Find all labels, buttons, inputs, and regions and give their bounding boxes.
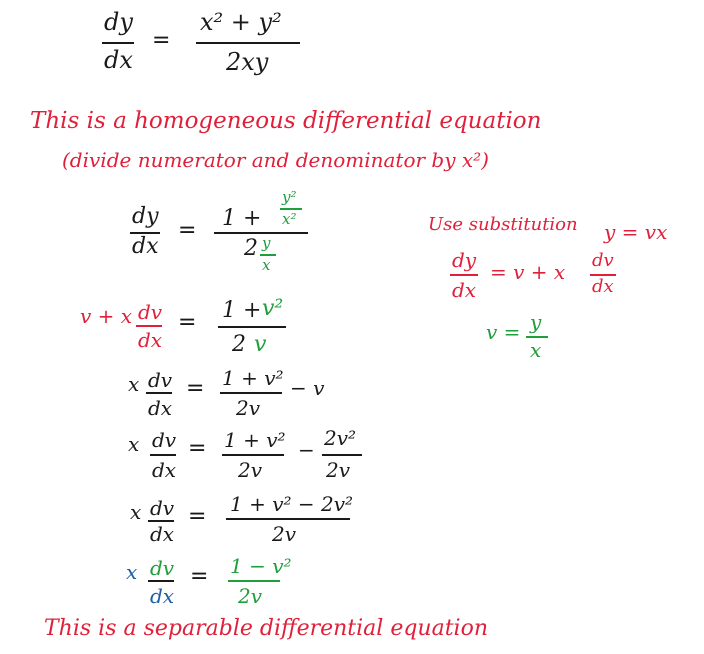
eq5-a-bar bbox=[222, 454, 284, 456]
eq4-lhs-bar bbox=[146, 392, 172, 394]
eq2-rhs-bar bbox=[214, 232, 308, 234]
eq3-equals: = bbox=[178, 310, 197, 335]
note-separable: This is a separable differential equation bbox=[44, 616, 488, 641]
eq3-rhs-num-v: v² bbox=[262, 296, 284, 321]
eq1-lhs-bar bbox=[102, 42, 134, 44]
eq5-lhs-bar bbox=[150, 454, 176, 456]
eq1-lhs-num: dy bbox=[104, 8, 133, 36]
eq7-lhs-a: x bbox=[126, 560, 138, 584]
sub-dv-den: dx bbox=[592, 276, 614, 297]
eq6-rhs-bar bbox=[226, 518, 350, 520]
sub-v-den: x bbox=[530, 338, 542, 362]
eq1-rhs-den: 2xy bbox=[226, 48, 269, 76]
sub-d-den: dx bbox=[452, 278, 477, 302]
eq6-rhs-den: 2v bbox=[272, 522, 297, 546]
eq6-lhs-den: dx bbox=[150, 522, 175, 546]
eq4-equals: = bbox=[186, 376, 205, 401]
eq7-lhs-den: dx bbox=[150, 584, 175, 608]
sub-d-bar bbox=[450, 274, 478, 276]
note-divide: (divide numerator and denominator by x²) bbox=[62, 148, 489, 172]
eq5-b-den: 2v bbox=[326, 458, 351, 482]
eq2-lhs-num: dy bbox=[132, 204, 159, 229]
eq2-num-a: 1 + bbox=[222, 206, 262, 231]
eq1-rhs-bar bbox=[196, 42, 300, 44]
eq7-rhs-num: 1 − v² bbox=[230, 554, 292, 578]
eq7-rhs-bar bbox=[228, 580, 280, 582]
sub-label: Use substitution bbox=[428, 214, 578, 235]
eq2-den-a: 2 bbox=[244, 236, 258, 261]
eq7-lhs-bar bbox=[148, 580, 174, 582]
sub-dv-num: dv bbox=[592, 250, 614, 271]
eq3-rhs-bar bbox=[218, 326, 286, 328]
eq2-equals: = bbox=[178, 218, 197, 243]
eq6-lhs-a: x bbox=[130, 500, 142, 524]
eq2-den-frac-num: y bbox=[262, 234, 271, 252]
eq1-equals: = bbox=[152, 28, 171, 53]
eq4-rhs-bar bbox=[220, 392, 282, 394]
eq5-a-num: 1 + v² bbox=[224, 428, 286, 452]
eq3-lhs-num: dv bbox=[138, 300, 163, 324]
note-homogeneous: This is a homogeneous differential equation bbox=[30, 108, 542, 134]
eq3-rhs-den-a: 2 bbox=[232, 332, 246, 357]
eq4-lhs-den: dx bbox=[148, 396, 173, 420]
eq6-equals: = bbox=[188, 504, 207, 529]
eq3-lhs-a: v + x bbox=[80, 304, 133, 328]
eq2-num-frac-den: x² bbox=[282, 210, 297, 228]
eq1-rhs-num: x² + y² bbox=[200, 8, 282, 36]
eq4-lhs-a: x bbox=[128, 372, 140, 396]
eq5-lhs-den: dx bbox=[152, 458, 177, 482]
eq3-lhs-bar bbox=[136, 325, 162, 327]
eq6-lhs-num: dv bbox=[150, 496, 175, 520]
eq3-lhs-den: dx bbox=[138, 328, 163, 352]
eq2-den-frac-den: x bbox=[262, 256, 271, 274]
eq3-rhs-num-a: 1 + bbox=[222, 298, 262, 323]
eq3-rhs-den-v: v bbox=[254, 332, 267, 357]
eq5-b-bar bbox=[322, 454, 362, 456]
eq4-rhs-num: 1 + v² bbox=[222, 366, 284, 390]
eq4-lhs-num: dv bbox=[148, 368, 173, 392]
eq1-lhs-den: dx bbox=[104, 46, 133, 74]
sub-d-rhs: = v + x bbox=[490, 260, 566, 284]
eq7-rhs-den: 2v bbox=[238, 584, 263, 608]
eq5-lhs-num: dv bbox=[152, 428, 177, 452]
eq5-equals: = bbox=[188, 436, 207, 461]
eq2-num-frac-num: y² bbox=[282, 188, 297, 206]
eq7-lhs-num: dv bbox=[150, 556, 175, 580]
eq7-equals: = bbox=[190, 564, 209, 589]
sub-expr: y = vx bbox=[604, 220, 668, 244]
eq5-minus: − bbox=[298, 438, 315, 462]
eq4-rhs-den: 2v bbox=[236, 396, 261, 420]
eq4-rhs-tail: − v bbox=[290, 376, 325, 400]
eq5-a-den: 2v bbox=[238, 458, 263, 482]
eq5-b-num: 2v² bbox=[324, 426, 357, 450]
eq5-lhs-a: x bbox=[128, 432, 140, 456]
eq2-lhs-den: dx bbox=[132, 234, 159, 259]
sub-v: v = bbox=[486, 320, 521, 344]
eq6-rhs-num: 1 + v² − 2v² bbox=[230, 492, 354, 516]
sub-d-num: dy bbox=[452, 248, 477, 272]
sub-v-num: y bbox=[530, 310, 542, 334]
